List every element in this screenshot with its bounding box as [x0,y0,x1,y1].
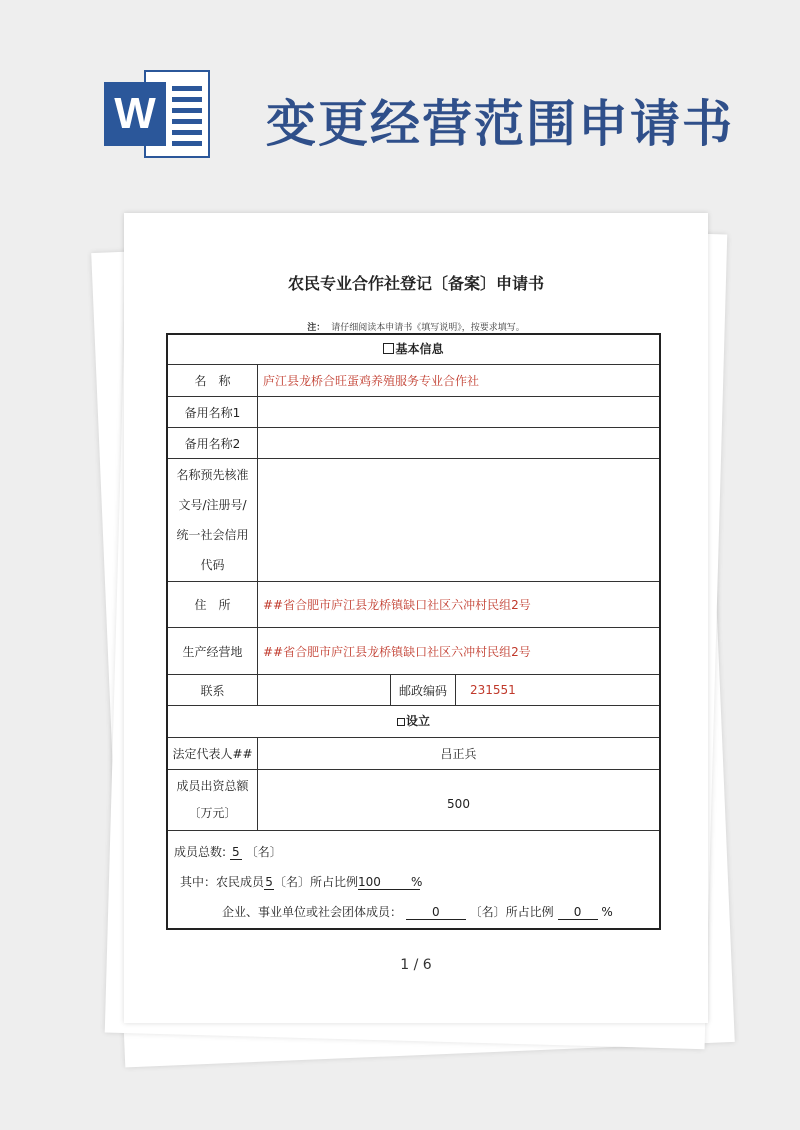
row-legal-rep [168,738,659,770]
org-mid: 〔名〕所占比例 [469,905,554,919]
precheck-label-line4: 代码 [200,558,225,572]
capital-label [168,770,258,830]
row-alt-name-2 [168,428,659,459]
org-value[interactable]: 0 [406,905,466,920]
production-label: 生产经营地 [168,628,258,674]
banner [0,0,800,190]
registration-form [166,333,661,930]
capital-value[interactable]: 500 [447,797,470,811]
org-members-line [222,903,613,920]
precheck-label-line3: 统一社会信用 [176,528,249,542]
row-production-site [168,628,659,675]
precheck-label-line2: 文号/注册号/ [178,498,247,512]
word-logo-letter: W [104,82,166,146]
farmers-ratio-value: 100 [358,875,381,889]
capital-label-line1: 成员出资总额 [176,779,249,793]
word-document-icon [104,70,214,158]
capital-label-line2: 〔万元〕 [188,806,237,820]
legal-rep-label: 法定代表人## [168,738,258,769]
section-basic-label: 基本信息 [395,342,444,356]
row-address [168,582,659,628]
section-setup-label: 设立 [405,714,430,728]
contact-label: 联系 [168,675,258,705]
members-total-line [174,843,282,860]
address-value[interactable]: ##省合肥市庐江县龙桥镇缺口社区六冲村民组2号 [263,598,531,612]
section-setup [168,706,659,738]
row-capital [168,770,659,831]
production-value[interactable]: ##省合肥市庐江县龙桥镇缺口社区六冲村民组2号 [263,644,531,659]
page-number: 1 / 6 [400,957,432,973]
farmers-ratio[interactable] [358,875,423,890]
instruction-note [124,320,708,333]
members-total-prefix: 成员总数: [174,845,227,859]
row-alt-name-1 [168,397,659,428]
precheck-label [168,459,258,581]
section-basic-info [168,335,659,365]
row-precheck-number [168,459,659,582]
address-label: 住 所 [168,582,258,627]
banner-title: 变更经营范围申请书 [266,94,734,153]
row-name [168,365,659,397]
alt-name1-label: 备用名称1 [168,397,258,427]
precheck-label-line1: 名称预先核准 [176,468,249,482]
row-contact [168,675,659,706]
note-label: 注： [307,323,326,333]
note-text: 请仔细阅读本申请书《填写说明》，按要求填写。 [331,323,525,333]
members-total-value[interactable]: 5 [230,845,242,860]
alt-name2-label: 备用名称2 [168,428,258,458]
checkbox-icon[interactable] [383,343,394,354]
org-ratio[interactable]: 0 [558,905,598,920]
checkbox-icon[interactable] [397,718,405,726]
percent-sign: % [410,875,423,889]
name-label: 名 称 [168,365,258,396]
legal-rep-value[interactable]: 吕正兵 [440,747,477,761]
farmers-line [180,873,423,890]
name-value[interactable]: 庐江县龙桥合旺蛋鸡养殖服务专业合作社 [263,374,480,388]
postal-value[interactable]: 231551 [470,683,516,697]
farmers-value[interactable]: 5 [265,875,273,889]
farmers-mid: 〔名〕所占比例 [274,875,359,889]
org-prefix: 企业、事业单位或社会团体成员： [222,905,403,919]
document-page [124,213,708,1023]
farmers-prefix: 其中：农民成员 [180,875,265,889]
document-title: 农民专业合作社登记〔备案〕申请书 [287,274,544,293]
org-percent: % [601,905,613,919]
postal-label: 邮政编码 [390,675,456,705]
members-total-suffix: 〔名〕 [245,845,282,859]
